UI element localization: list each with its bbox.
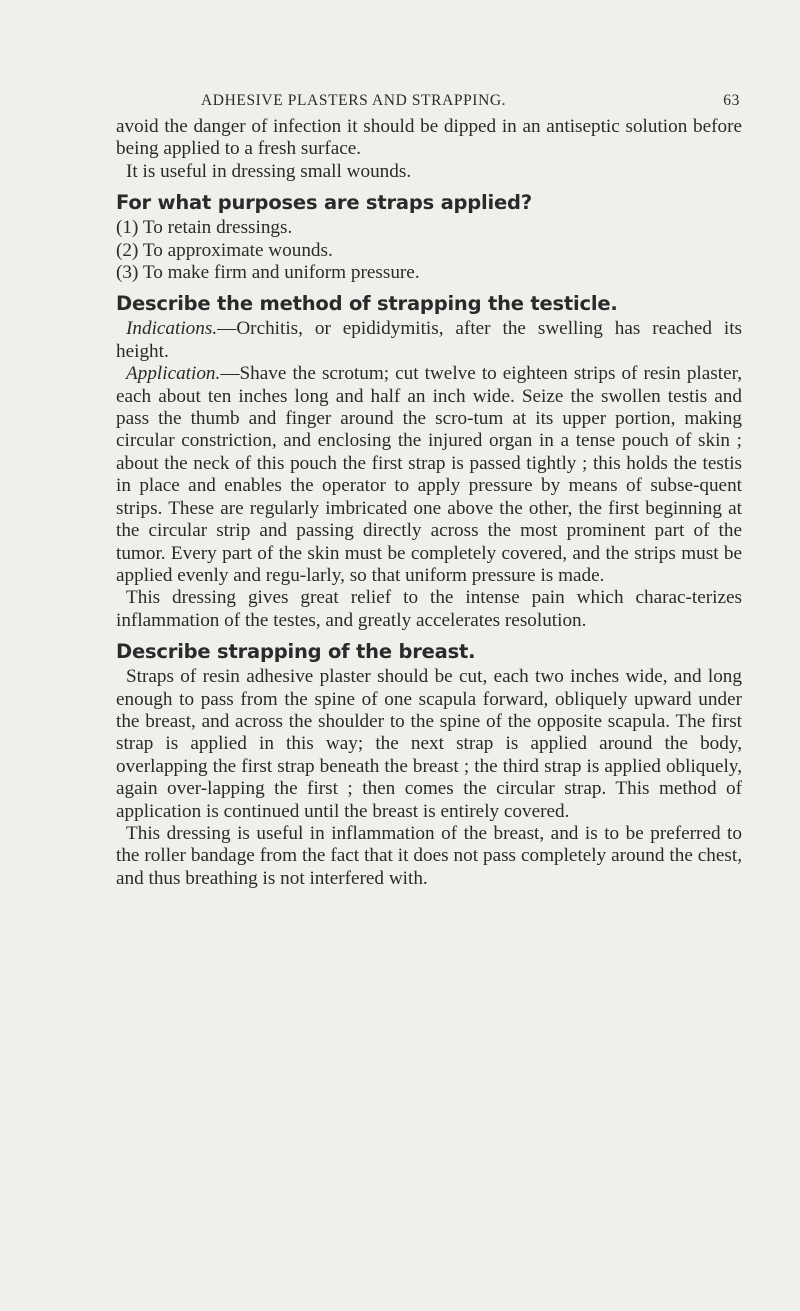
testicle-closing-paragraph: This dressing gives great relief to the intense pain which charac-terizes inflammation of the testes, and greatly accelerates resolution. (116, 587, 742, 631)
indications-paragraph (116, 318, 742, 363)
application-text: —Shave the scrotum; cut twelve to eighteen strips of resin plaster, each about ten inches long and half an inch wide. Seize the swollen testis and pass the thumb and finger around the scro-tum at its upper portion, making circular constriction, and enclosing the injured organ in a tense pouch of skin ; about the neck of this pouch the first strap is passed tightly ; this holds the testis in place and enables the operator to apply pressure by means of subse-quent strips. These are regularly imbricated one above the other, the first beginning at the circular strip and passing directly across the most prominent part of the tumor. Every part of the skin must be completely covered, and the strips must be applied evenly and regu-larly, so that uniform pressure is made. (116, 363, 742, 586)
breast-method-paragraph: Straps of resin adhesive plaster should be cut, each two inches wide, and long enough to pass from the spine of one scapula forward, obliquely upward under the breast, and across the shoulder to the spine of the opposite scapula. The first strap is applied in this way; the next strap is applied around the body, overlapping the first strap beneath the breast ; the third strap is applied obliquely, again over-lapping the first ; then comes the circular strap. This method of application is continued until the breast is entirely covered. (116, 666, 742, 822)
list-item: (1) To retain dressings. (116, 217, 293, 239)
indications-lead: Indications. (126, 318, 218, 340)
body-text (116, 116, 742, 890)
breast-usefulness-paragraph: This dressing is useful in inflammation of the breast, and is to be preferred to the roller bandage from the fact that it does not pass completely around the chest, and thus breathing is not interfered with. (116, 822, 742, 889)
intro-note: It is useful in dressing small wounds. (126, 160, 412, 182)
running-head (116, 92, 742, 110)
list-item: (3) To make firm and uniform pressure. (116, 262, 420, 284)
intro-paragraph: avoid the danger of infection it should be dipped in an antiseptic solution before being applied to a fresh surface. (116, 116, 742, 160)
question-testicle-strapping: Describe the method of strapping the testicle. (116, 292, 618, 316)
indications-text: —Orchitis, or epididymitis, after the swelling has reached its height. (116, 318, 742, 362)
application-paragraph (116, 363, 742, 587)
application-lead: Application. (126, 363, 221, 385)
page-number: 63 (723, 92, 740, 109)
running-title: ADHESIVE PLASTERS AND STRAPPING. (201, 92, 507, 109)
question-straps-purposes: For what purposes are straps applied? (116, 191, 532, 215)
list-item: (2) To approximate wounds. (116, 239, 333, 261)
question-breast-strapping: Describe strapping of the breast. (116, 640, 476, 664)
